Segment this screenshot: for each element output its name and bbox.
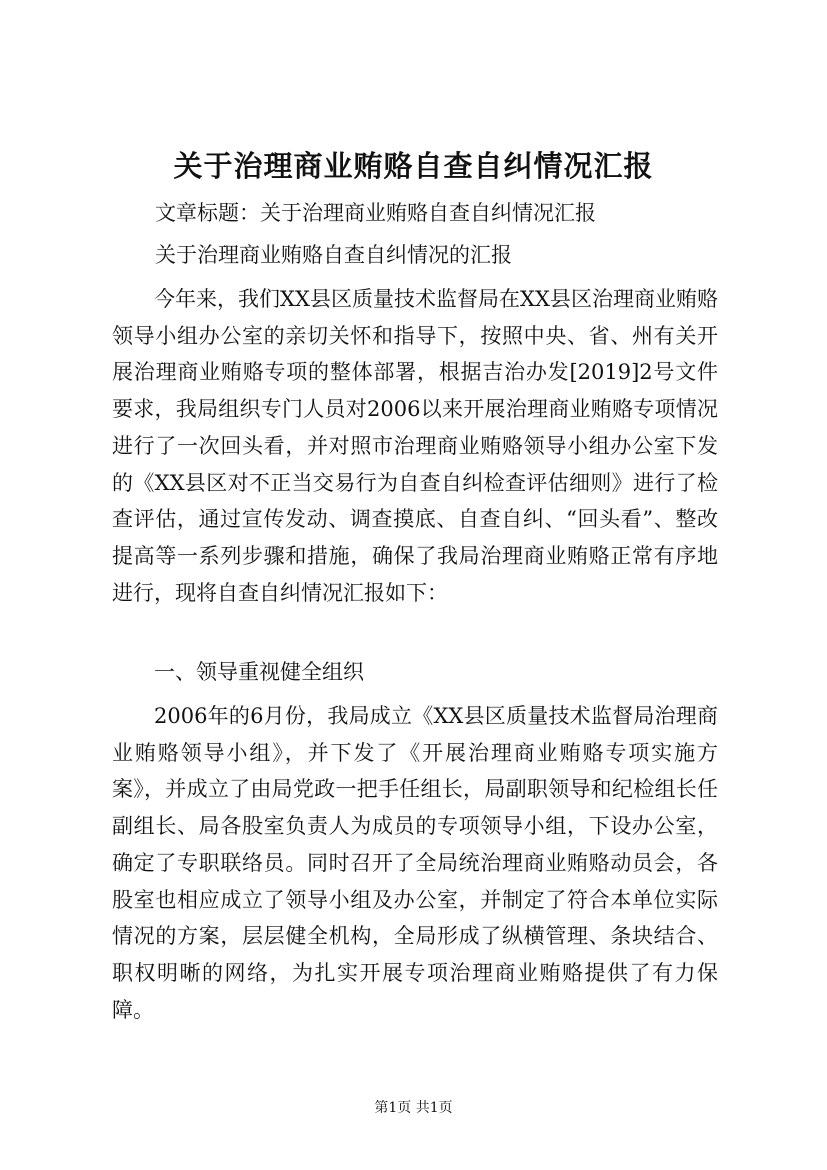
section-heading: 一、领导重视健全组织 bbox=[154, 660, 364, 684]
document-subtitle: 关于治理商业贿赂自查自纠情况的汇报 bbox=[155, 243, 512, 267]
page-indicator: 第1页 共1页 bbox=[374, 1100, 453, 1116]
section-paragraph: 2006年的6月份，我局成立《XX县区质量技术监督局治理商业贿赂领导小组》，并下发了《开展治理商业贿赂专项实施方案》，并成立了由局党政一把手任组长，局副职领导和纪检组长任副组长、局各股室负责人为成员的专项领导小组，下设办公室，确定了专职联络员。同时召开了全局统治理商业贿赂动员会，各股室也相应成立了领导小组及办公室，并制定了符合本单位实际情况的方案，层层健全机构，全局形成了纵横管理、条块结合、职权明晰的网络，为扎实开展专项治理商业贿赂提供了有力保障。 bbox=[112, 704, 718, 1022]
document-title: 关于治理商业贿赂自查自纠情况汇报 bbox=[173, 149, 654, 183]
article-title-line: 文章标题：关于治理商业贿赂自查自纠情况汇报 bbox=[155, 201, 596, 225]
intro-paragraph: 今年来，我们XX县区质量技术监督局在XX县区治理商业贿赂领导小组办公室的亲切关怀和指导下，按照中央、省、州有关开展治理商业贿赂专项的整体部署，根据吉治办发[2019]2号文件要求，我局组织专门人员对2006以来开展治理商业贿赂专项情况进行了一次回头看，并对照市治理商业贿赂领导小组办公室下发的《XX县区对不正当交易行为自查自纠检查评估细则》进行了检查评估，通过宣传发动、调查摸底、自查自纠、“回头看”、整改提高等一系列步骤和措施，确保了我局治理商业贿赂正常有序地进行，现将自查自纠情况汇报如下： bbox=[112, 287, 718, 605]
